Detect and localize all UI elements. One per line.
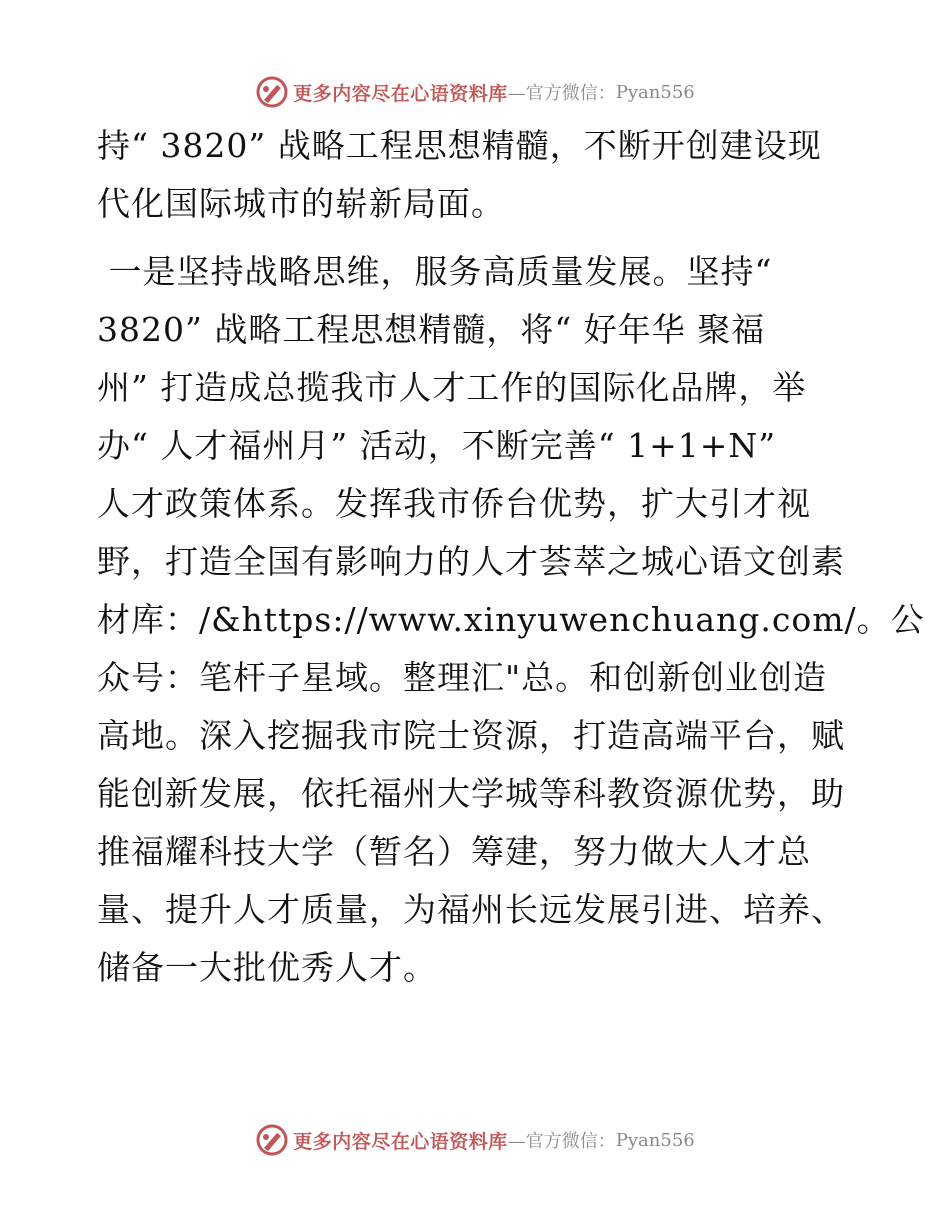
footer-banner [0,1120,950,1160]
footer-wechat-id: Pyan556 [615,1129,695,1151]
pen-logo-icon [255,75,289,109]
text-line: 代化国际城市的崭新局面。 [97,184,505,223]
text-line: 野，打造全国有影响力的人才荟萃之城心语文创素 [97,542,845,581]
text-line: 能创新发展，依托福州大学城等科教资源优势，助 [97,774,845,813]
text-line: 高地。深入挖掘我市院士资源，打造高端平台，赋 [97,716,845,755]
text-line: 材库：/&https://www.xinyuwenchuang.com/。公 [97,600,925,639]
text-line: 3820” 战略工程思想精髓，将“ 好年华 聚福 [97,310,766,349]
document-body [97,117,925,997]
pen-logo-icon [255,1123,289,1157]
text-line: 众号：笔杆子星域。整理汇"总。和创新创业创造 [97,658,828,697]
text-line: 办“ 人才福州月” 活动，不断完善“ 1+1+N” [97,426,777,465]
text-line: 储备一大批优秀人才。 [97,948,437,987]
text-line: 人才政策体系。发挥我市侨台优势，扩大引才视 [97,484,811,523]
text-line: 推福耀科技大学（暂名）筹建，努力做大人才总 [97,832,811,871]
footer-wechat-label: —官方微信： [507,1131,616,1152]
text-line: 一是坚持战略思维，服务高质量发展。坚持“ [97,252,773,291]
paragraph [97,117,867,233]
header-banner [0,72,950,112]
text-line: 州” 打造成总揽我市人才工作的国际化品牌，举 [97,368,807,407]
text-line: 持“ 3820” 战略工程思想精髓，不断开创建设现 [97,126,822,165]
header-library-text: 更多内容尽在心语资料库 [293,82,508,105]
header-wechat-id: Pyan556 [615,81,695,103]
paragraph [97,243,925,997]
text-line: 量、提升人才质量，为福州长远发展引进、培养、 [97,890,845,929]
footer-library-text: 更多内容尽在心语资料库 [293,1130,508,1153]
header-wechat-label: —官方微信： [507,83,616,104]
